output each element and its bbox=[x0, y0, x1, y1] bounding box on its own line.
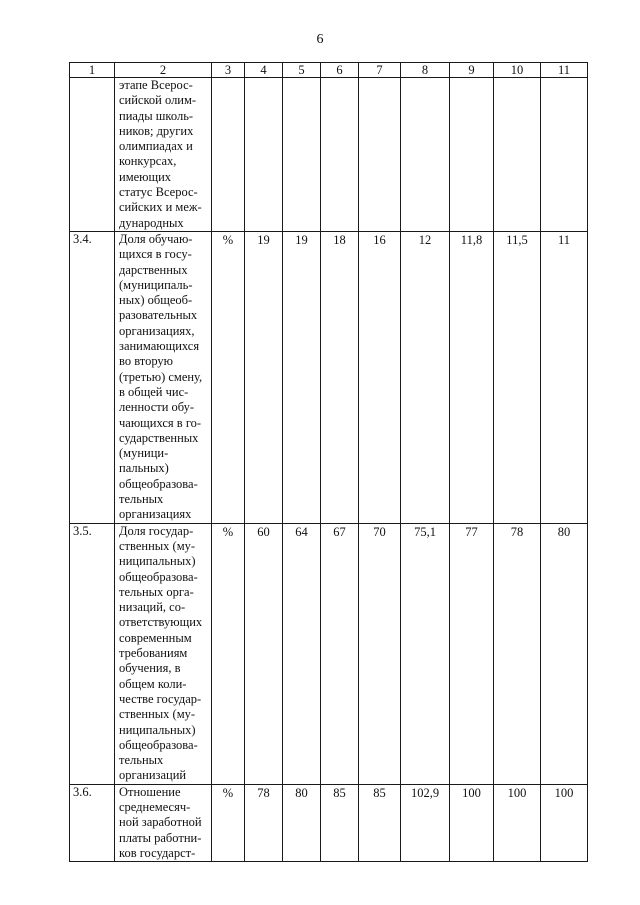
header-cell-11: 11 bbox=[541, 63, 588, 78]
description-line: олимпиадах и bbox=[119, 139, 193, 154]
value-cell: 19 bbox=[245, 232, 283, 524]
value-cell: 78 bbox=[494, 523, 541, 784]
description-line: чающихся в го- bbox=[119, 415, 202, 430]
description-line: дународных bbox=[119, 215, 184, 230]
row-number: 3.5. bbox=[70, 523, 115, 784]
value-cell: 80 bbox=[283, 784, 321, 861]
description-line: ниципальных) bbox=[119, 722, 196, 737]
table-row bbox=[70, 784, 588, 861]
value-cell: 67 bbox=[321, 523, 359, 784]
description-line: среднемесяч- bbox=[119, 799, 191, 814]
description-line: современным bbox=[119, 630, 192, 645]
indicator-description bbox=[115, 232, 212, 524]
value-cell bbox=[541, 78, 588, 232]
description-line: ков государст- bbox=[119, 845, 196, 860]
value-cell: 85 bbox=[359, 784, 401, 861]
value-cell: 77 bbox=[450, 523, 494, 784]
value-cell bbox=[450, 78, 494, 232]
value-cell bbox=[321, 78, 359, 232]
description-line: разовательных bbox=[119, 308, 198, 323]
description-line: Доля обучаю- bbox=[119, 232, 193, 246]
description-line: дарственных bbox=[119, 262, 188, 277]
header-cell-5: 5 bbox=[283, 63, 321, 78]
description-line: общеобразова- bbox=[119, 569, 198, 584]
table-row bbox=[70, 523, 588, 784]
description-line: конкурсах, bbox=[119, 154, 177, 169]
value-cell bbox=[245, 78, 283, 232]
header-cell-6: 6 bbox=[321, 63, 359, 78]
value-cell: 100 bbox=[450, 784, 494, 861]
value-cell: 18 bbox=[321, 232, 359, 524]
indicator-table bbox=[69, 62, 588, 862]
description-line: (третью) смену, bbox=[119, 369, 203, 384]
header-cell-4: 4 bbox=[245, 63, 283, 78]
description-line: ственных (му- bbox=[119, 707, 196, 722]
description-line: ниципальных) bbox=[119, 554, 196, 569]
row-number: 3.6. bbox=[70, 784, 115, 861]
description-line: щихся в госу- bbox=[119, 247, 192, 262]
description-line: ленности обу- bbox=[119, 400, 195, 415]
header-cell-3: 3 bbox=[212, 63, 245, 78]
row-number bbox=[70, 78, 115, 232]
table-row bbox=[70, 78, 588, 232]
description-line: ной заработной bbox=[119, 815, 202, 830]
description-line: тельных bbox=[119, 753, 164, 768]
row-number: 3.4. bbox=[70, 232, 115, 524]
header-cell-7: 7 bbox=[359, 63, 401, 78]
indicator-description bbox=[115, 784, 212, 861]
description-line: Доля государ- bbox=[119, 523, 194, 538]
value-cell bbox=[494, 78, 541, 232]
header-cell-9: 9 bbox=[450, 63, 494, 78]
description-line: ных) общеоб- bbox=[119, 293, 193, 308]
description-line: в общей чис- bbox=[119, 384, 189, 399]
value-cell: 60 bbox=[245, 523, 283, 784]
description-line: ответствующих bbox=[119, 615, 203, 630]
description-line: ственных (му- bbox=[119, 538, 196, 553]
description-line: низаций, со- bbox=[119, 600, 186, 615]
description-line: требованиям bbox=[119, 646, 188, 661]
value-cell: 11,5 bbox=[494, 232, 541, 524]
description-line: организациях, bbox=[119, 323, 195, 338]
header-cell-1: 1 bbox=[70, 63, 115, 78]
page-number: 6 bbox=[316, 32, 324, 47]
value-cell bbox=[283, 78, 321, 232]
value-cell: 85 bbox=[321, 784, 359, 861]
unit-cell: % bbox=[212, 232, 245, 524]
description-line: честве государ- bbox=[119, 691, 202, 706]
description-line: сийских и меж- bbox=[119, 200, 202, 215]
description-line: статус Всерос- bbox=[119, 185, 198, 200]
description-line: (муниципаль- bbox=[119, 277, 193, 292]
value-cell: 11 bbox=[541, 232, 588, 524]
header-cell-2: 2 bbox=[115, 63, 212, 78]
description-line: общеобразова- bbox=[119, 476, 198, 491]
unit-cell: % bbox=[212, 523, 245, 784]
value-cell: 100 bbox=[494, 784, 541, 861]
unit-cell: % bbox=[212, 784, 245, 861]
value-cell: 75,1 bbox=[401, 523, 450, 784]
description-line: организациях bbox=[119, 507, 192, 522]
value-cell: 80 bbox=[541, 523, 588, 784]
value-cell bbox=[359, 78, 401, 232]
description-line: тельных bbox=[119, 492, 164, 507]
description-line: тельных орга- bbox=[119, 584, 194, 599]
description-line: платы работни- bbox=[119, 830, 202, 845]
description-line: Отношение bbox=[119, 784, 181, 799]
description-line: ников; других bbox=[119, 123, 194, 138]
value-cell: 70 bbox=[359, 523, 401, 784]
value-cell bbox=[401, 78, 450, 232]
header-cell-10: 10 bbox=[494, 63, 541, 78]
description-line: этапе Всерос- bbox=[119, 78, 193, 92]
value-cell: 11,8 bbox=[450, 232, 494, 524]
header-row bbox=[70, 63, 588, 78]
table-body bbox=[70, 63, 588, 862]
value-cell: 16 bbox=[359, 232, 401, 524]
description-line: сийской олим- bbox=[119, 93, 197, 108]
value-cell: 100 bbox=[541, 784, 588, 861]
unit-cell bbox=[212, 78, 245, 232]
table-row bbox=[70, 232, 588, 524]
value-cell: 78 bbox=[245, 784, 283, 861]
description-line: пиады школь- bbox=[119, 108, 194, 123]
indicator-description bbox=[115, 523, 212, 784]
description-line: (муници- bbox=[119, 446, 169, 461]
description-line: организаций bbox=[119, 768, 187, 783]
indicator-description bbox=[115, 78, 212, 232]
header-cell-8: 8 bbox=[401, 63, 450, 78]
description-line: общем коли- bbox=[119, 676, 187, 691]
description-line: сударственных bbox=[119, 430, 199, 445]
description-line: пальных) bbox=[119, 461, 169, 476]
description-line: во вторую bbox=[119, 354, 174, 369]
value-cell: 102,9 bbox=[401, 784, 450, 861]
description-line: имеющих bbox=[119, 169, 172, 184]
description-line: занимающихся bbox=[119, 339, 200, 354]
value-cell: 64 bbox=[283, 523, 321, 784]
value-cell: 19 bbox=[283, 232, 321, 524]
description-line: общеобразова- bbox=[119, 737, 198, 752]
value-cell: 12 bbox=[401, 232, 450, 524]
description-line: обучения, в bbox=[119, 661, 181, 676]
